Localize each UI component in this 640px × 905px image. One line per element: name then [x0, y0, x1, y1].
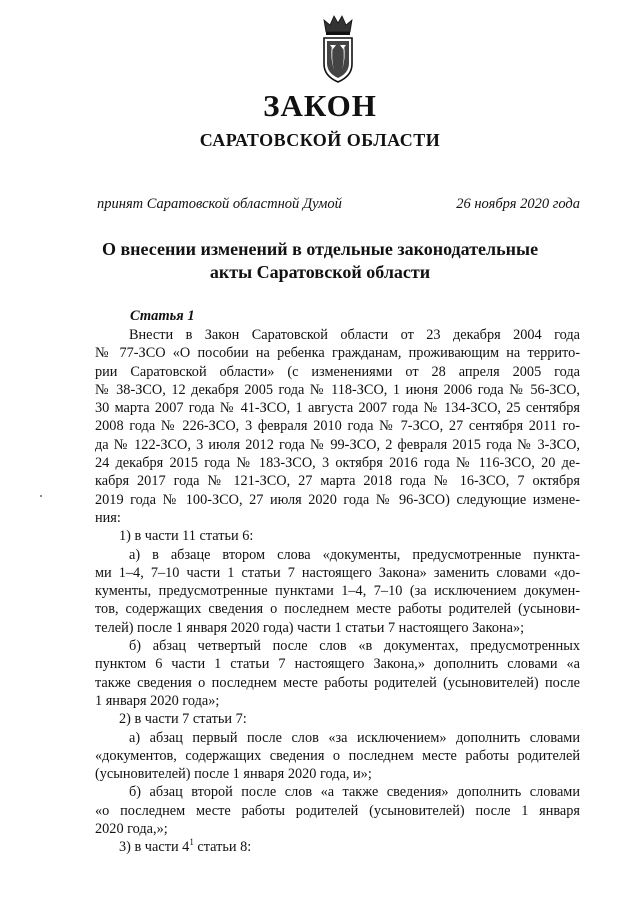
- law-title: [60, 238, 580, 284]
- body-line: 2019 года № 100-ЗСО, 27 июля 2020 года № 96-ЗСО) следующие измене-: [95, 491, 580, 508]
- body-line: б) абзац второй после слов «а также сведения» дополнить словами: [129, 784, 580, 801]
- body-line: ми 1–4, 7–10 части 1 статьи 7 настоящего Закона» заменить словами «до-: [95, 564, 580, 581]
- superscript: 1: [189, 837, 194, 848]
- body-line: также сведения о последнем месте работы родителей (усыновителей) после: [95, 674, 580, 691]
- body-line: «документов, содержащих сведения о последнем месте работы родителей: [95, 747, 580, 764]
- body-line: Внести в Закон Саратовской области от 23 декабря 2004 года: [129, 327, 580, 343]
- body-line: 2020 года,»;: [95, 821, 168, 838]
- scan-speck: [40, 495, 42, 497]
- body-line: ния:: [95, 509, 121, 526]
- body-line: 1 января 2020 года»;: [95, 692, 220, 709]
- body-line: а) абзац первый после слов «за исключением» дополнить словами: [129, 729, 580, 746]
- body-line: 24 декабря 2015 года № 183-ЗСО, 3 октября 2016 года № 116-ЗСО, 20 де-: [95, 455, 580, 472]
- body-line: № 77-ЗСО «О пособии на ребенка гражданам, проживающим на террито-: [95, 345, 580, 362]
- item-heading-text: 3) в части 4: [119, 839, 190, 856]
- document-title: ЗАКОН: [263, 88, 377, 123]
- item-heading-text: статьи 8:: [193, 839, 252, 856]
- body-line: пунктом 6 части 1 статьи 7 настоящего Закона,» дополнить словами «а: [95, 656, 580, 673]
- body-line: «о последнем месте работы родителей (усыновителей) после 1 января: [95, 802, 580, 819]
- document-subtitle: САРАТОВСКОЙ ОБЛАСТИ: [199, 130, 441, 150]
- body-line: (усыновителей) после 1 января 2020 года, и»;: [95, 766, 372, 783]
- law-title-line: акты Саратовской области: [209, 262, 431, 282]
- article-heading: Статья 1: [130, 308, 195, 324]
- adopted-by: принят Саратовской областной Думой: [97, 196, 342, 212]
- body-line: б) абзац четвертый после слов «в документах, предусмотренных: [129, 638, 580, 655]
- body-line: рии Саратовской области» (с изменениями от 28 апреля 2005 года: [95, 363, 580, 380]
- item-heading: 1) в части 11 статьи 6:: [119, 528, 254, 545]
- body-line: да № 122-ЗСО, 3 июля 2012 года № 99-ЗСО, 2 февраля 2015 года № 3-ЗСО,: [95, 436, 580, 453]
- item-heading: 2) в части 7 статьи 7:: [119, 711, 247, 728]
- body-line: 30 марта 2007 года № 41-ЗСО, 1 августа 2007 года № 134-ЗСО, 25 сентября: [95, 400, 580, 417]
- body-line: 2008 года № 226-ЗСО, 3 февраля 2010 года № 7-ЗСО, 27 сентября 2011 го-: [95, 418, 580, 435]
- body-line: телей) после 1 января 2020 года) части 1 статьи 7 настоящего Закона»;: [95, 619, 525, 636]
- body-line: № 38-ЗСО, 12 декабря 2005 года № 118-ЗСО, 1 июня 2006 года № 56-ЗСО,: [95, 381, 580, 398]
- body-line: кументы, предусмотренные пунктами 1–4, 7–10 (за исключением докумен-: [95, 583, 580, 600]
- item-heading: [95, 838, 580, 856]
- body-line: тов, содержащих сведения о последнем месте работы родителей (усынови-: [95, 601, 580, 618]
- article-body: [95, 326, 580, 857]
- body-line: а) в абзаце втором слова «документы, предусмотренные пункта-: [129, 546, 580, 563]
- coat-of-arms-icon: [318, 12, 358, 84]
- law-title-line: О внесении изменений в отдельные законодательные: [101, 239, 539, 259]
- body-line: кабря 2017 года № 121-ЗСО, 27 марта 2018 года № 16-ЗСО, 7 октября: [95, 473, 580, 490]
- adoption-date: 26 ноября 2020 года: [456, 196, 580, 212]
